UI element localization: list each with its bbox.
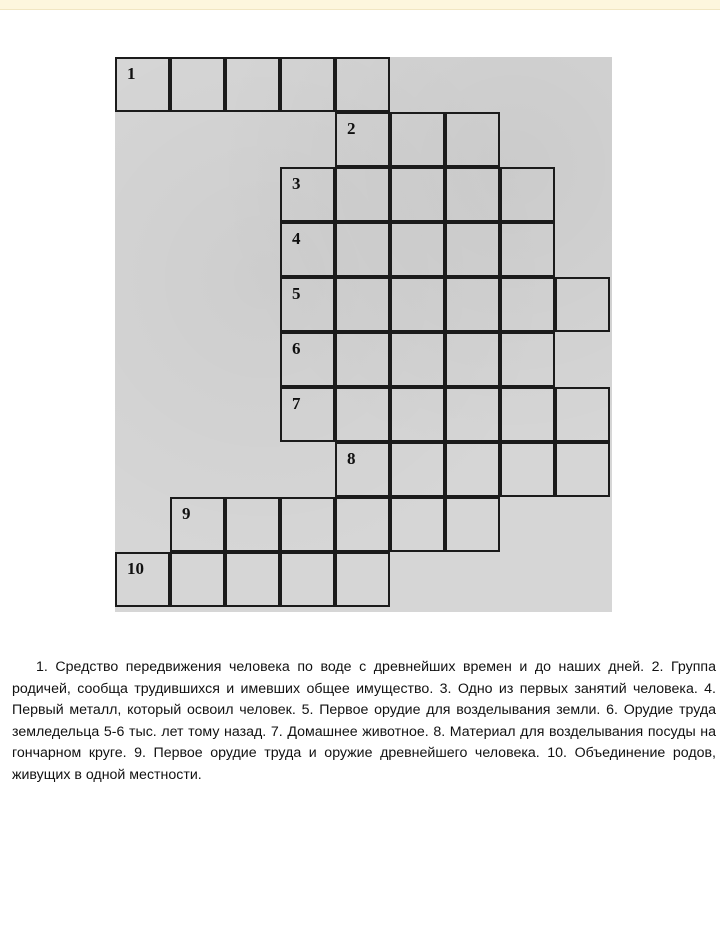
crossword-cell-5-1[interactable] xyxy=(280,277,335,332)
crossword-cell-3-3[interactable] xyxy=(390,167,445,222)
crossword-cell-4-5[interactable] xyxy=(500,222,555,277)
crossword-cell-9-1[interactable] xyxy=(170,497,225,552)
crossword-cell-5-6[interactable] xyxy=(555,277,610,332)
clues-text: 1. Средство передвижения человека по воде с древнейших времен и до наших дней. 2. Группа родичей, сообща трудившихся и имевших общее имущество. 3. Одно из первых занятий человека. 4. Первый металл, который освоил человек. 5. Первое орудие для возделывания земли. 6. Орудие труда земледельца 5-6 тыс. лет тому назад. 7. Домашнее животное. 8. Материал для возделывания посуды на гончарном круге. 9. Первое орудие труда и оружие древнейшего человека. 10. Объединение родов, живущих в одной местности. xyxy=(12,659,716,783)
clue-number: 1 xyxy=(127,64,136,83)
crossword-cell-8-3[interactable] xyxy=(445,442,500,497)
crossword-cell-1-5[interactable] xyxy=(335,57,390,112)
crossword-cell-1-4[interactable] xyxy=(280,57,335,112)
crossword-cell-7-1[interactable] xyxy=(280,387,335,442)
crossword-cell-6-2[interactable] xyxy=(335,332,390,387)
crossword-cell-4-4[interactable] xyxy=(445,222,500,277)
crossword-grid xyxy=(115,57,612,612)
crossword-cell-5-5[interactable] xyxy=(500,277,555,332)
crossword-cell-5-3[interactable] xyxy=(390,277,445,332)
crossword-cell-10-3[interactable] xyxy=(225,552,280,607)
clue-number: 3 xyxy=(292,174,301,193)
crossword-cell-3-1[interactable] xyxy=(280,167,335,222)
crossword-cell-3-2[interactable] xyxy=(335,167,390,222)
crossword-cell-5-4[interactable] xyxy=(445,277,500,332)
crossword-cell-6-4[interactable] xyxy=(445,332,500,387)
crossword-cell-10-1[interactable] xyxy=(115,552,170,607)
crossword-cell-3-4[interactable] xyxy=(445,167,500,222)
crossword-cell-7-4[interactable] xyxy=(445,387,500,442)
crossword-cell-5-2[interactable] xyxy=(335,277,390,332)
crossword-cell-7-6[interactable] xyxy=(555,387,610,442)
crossword-cell-7-5[interactable] xyxy=(500,387,555,442)
crossword-cell-6-3[interactable] xyxy=(390,332,445,387)
crossword-cell-9-4[interactable] xyxy=(335,497,390,552)
clue-number: 7 xyxy=(292,394,301,413)
clue-number: 10 xyxy=(127,559,144,578)
crossword-cell-1-3[interactable] xyxy=(225,57,280,112)
crossword-cell-4-1[interactable] xyxy=(280,222,335,277)
crossword-cell-1-2[interactable] xyxy=(170,57,225,112)
crossword-cell-10-5[interactable] xyxy=(335,552,390,607)
clue-number: 8 xyxy=(347,449,356,468)
clue-number: 4 xyxy=(292,229,301,248)
crossword-cell-9-5[interactable] xyxy=(390,497,445,552)
top-banner xyxy=(0,0,720,10)
crossword-cell-10-2[interactable] xyxy=(170,552,225,607)
crossword-cell-2-1[interactable] xyxy=(335,112,390,167)
crossword-cell-10-4[interactable] xyxy=(280,552,335,607)
crossword-cell-3-5[interactable] xyxy=(500,167,555,222)
crossword-cell-6-5[interactable] xyxy=(500,332,555,387)
crossword-cell-2-3[interactable] xyxy=(445,112,500,167)
crossword-cell-6-1[interactable] xyxy=(280,332,335,387)
crossword-cell-4-3[interactable] xyxy=(390,222,445,277)
crossword-cell-9-2[interactable] xyxy=(225,497,280,552)
crossword-cell-8-5[interactable] xyxy=(555,442,610,497)
crossword-cell-7-3[interactable] xyxy=(390,387,445,442)
crossword-cell-8-1[interactable] xyxy=(335,442,390,497)
crossword-cell-1-1[interactable] xyxy=(115,57,170,112)
clue-number: 6 xyxy=(292,339,301,358)
crossword-cell-4-2[interactable] xyxy=(335,222,390,277)
crossword-cell-8-4[interactable] xyxy=(500,442,555,497)
clue-number: 5 xyxy=(292,284,301,303)
crossword-cell-9-3[interactable] xyxy=(280,497,335,552)
crossword-cell-7-2[interactable] xyxy=(335,387,390,442)
crossword-cell-9-6[interactable] xyxy=(445,497,500,552)
clue-number: 2 xyxy=(347,119,356,138)
clue-number: 9 xyxy=(182,504,191,523)
crossword-cell-8-2[interactable] xyxy=(390,442,445,497)
crossword-cell-2-2[interactable] xyxy=(390,112,445,167)
